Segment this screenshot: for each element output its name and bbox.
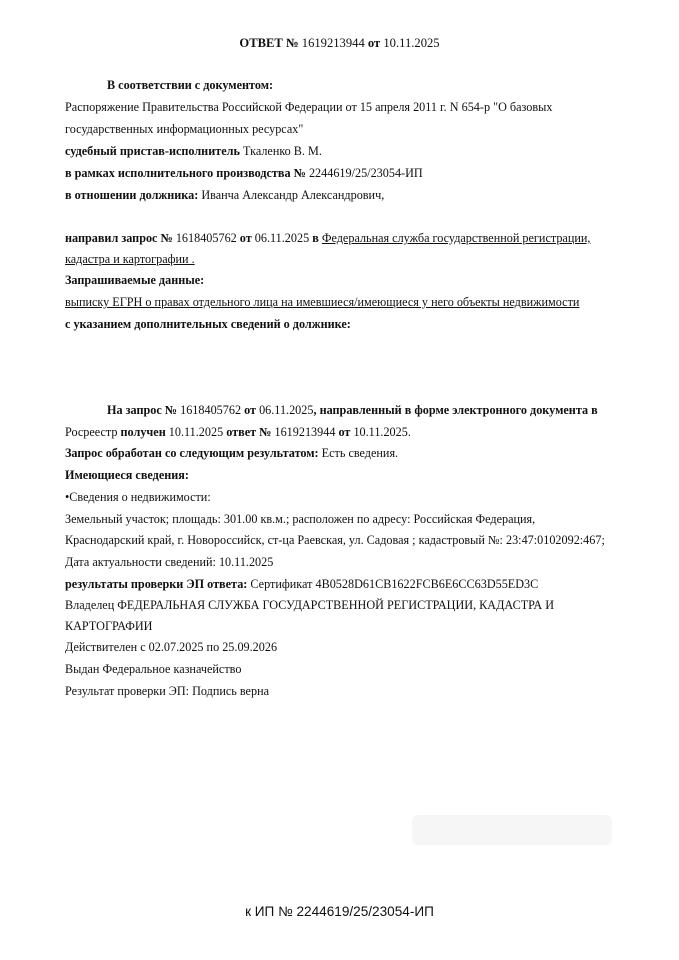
response-received-date: 10.11.2025 [168,425,224,439]
request-agency-line1: Федеральная служба государственной регистрации, [321,231,591,245]
response-line2 [65,425,411,440]
response-on-request-label: На запрос № [107,403,178,417]
proceeding-number: 2244619/25/23054-ИП [308,166,423,180]
debtor-line [65,188,384,203]
request-agency-line2: кадастра и картографии . [65,252,195,266]
response-agency: Росреестр [65,425,118,439]
response-from-label: от [244,403,257,417]
request-date: 06.11.2025 [254,231,310,245]
response-answer-from: от [338,425,351,439]
request-in-label: в [312,231,319,245]
basis-heading: В соответствии с документом: [107,78,274,92]
requested-data-text: выписку ЕГРН о правах отдельного лица на имевшиеся/имеющиеся у него объекты недвижимости [65,295,580,309]
processed-value: Есть сведения. [321,446,399,460]
response-request-number: 1618405762 [180,403,242,417]
request-from-label: от [239,231,252,245]
processed-line [65,446,398,461]
response-received-label: получен [120,425,166,439]
request-sent-label: направил запрос № [65,231,173,245]
watermark-logo [412,810,612,850]
answer-date: 10.11.2025 [383,36,440,50]
debtor-label: в отношении должника: [65,188,199,202]
processed-label: Запрос обработан со следующим результатом: [65,446,319,460]
answer-number: 1619213944 [301,36,365,50]
response-answer-date: 10.11.2025. [353,425,411,439]
bailiff-line [65,144,322,159]
response-answer-label: ответ № [226,425,272,439]
title-label: ОТВЕТ № [239,36,299,50]
debtor-name: Иванча Александр Александрович, [201,188,385,202]
basis-doc-line1: Распоряжение Правительства Российской Федерации от 15 апреля 2011 г. N 654-р "О базовых [65,100,553,114]
bailiff-name: Ткаленко В. М. [242,144,322,158]
actuality-date: Дата актуальности сведений: 10.11.2025 [65,555,274,569]
response-line1 [107,403,598,418]
info-label: Имеющиеся сведения: [65,468,189,482]
property-bullet: •Сведения о недвижимости: [65,490,211,504]
bailiff-label: судебный пристав-исполнитель [65,144,240,158]
title-from: от [367,36,381,50]
response-answer-number: 1619213944 [274,425,336,439]
owner-line1: Владелец ФЕДЕРАЛЬНАЯ СЛУЖБА ГОСУДАРСТВЕННОЙ РЕГИСТРАЦИИ, КАДАСТРА И [65,598,555,612]
owner-line2: КАРТОГРАФИИ [65,619,153,633]
request-line [65,231,590,246]
basis-doc-line2: государственных информационных ресурсах" [65,122,304,136]
additional-info-label: с указанием дополнительных сведений о должнике: [65,317,351,331]
footer-reference: к ИП № 2244619/25/23054-ИП [245,904,434,919]
response-form-text: , направленный в форме электронного документа в [313,403,598,417]
response-request-date: 06.11.2025 [259,403,314,417]
signature-check-line [65,577,538,592]
proceeding-line [65,166,423,181]
proceeding-label: в рамках исполнительного производства № [65,166,306,180]
requested-data-label: Запрашиваемые данные: [65,273,205,287]
signature-result: Результат проверки ЭП: Подпись верна [65,684,269,698]
signature-check-label: результаты проверки ЭП ответа: [65,577,248,591]
land-line1: Земельный участок; площадь: 301.00 кв.м.; расположен по адресу: Российская Федерация, [65,512,536,526]
document-title [0,36,679,51]
valid-period: Действителен с 02.07.2025 по 25.09.2026 [65,640,278,654]
signature-certificate: Сертификат 4B0528D61CB1622FCB6E6CC63D55ED3C [250,577,539,591]
request-number: 1618405762 [175,231,237,245]
issued-by: Выдан Федеральное казначейство [65,662,242,676]
land-line2: Краснодарский край, г. Новороссийск, ст-ца Раевская, ул. Садовая ; кадастровый №: 23:47:0102092:467; [65,533,605,547]
